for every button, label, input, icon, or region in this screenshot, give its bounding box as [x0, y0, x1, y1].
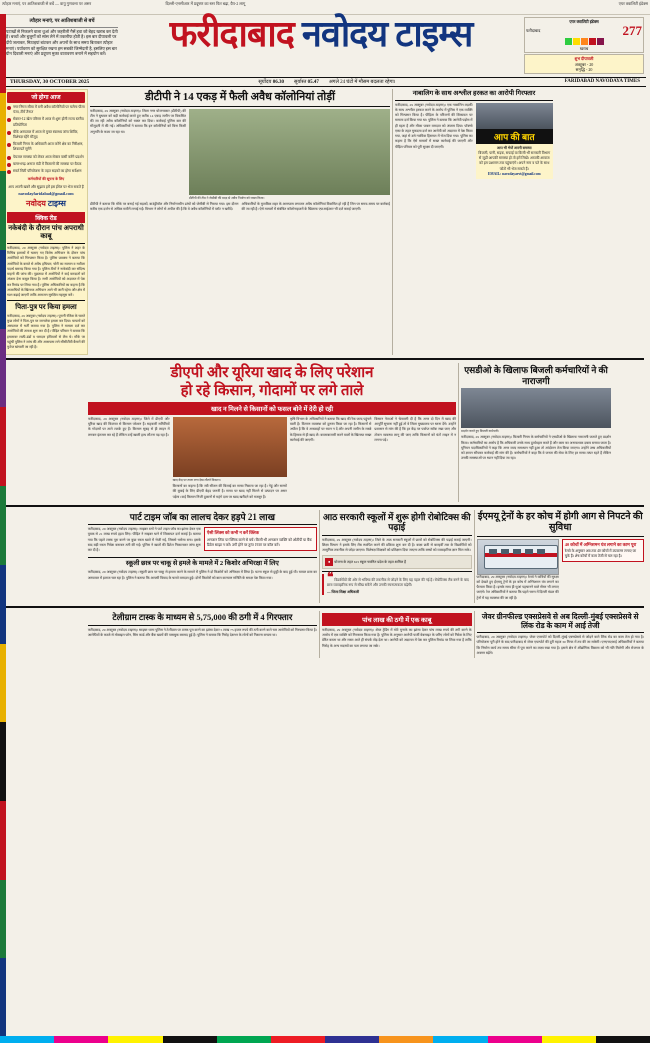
fertiliser-col-3: कृषि विभाग के अधिकारियों ने बताया कि खाद की रैक जल्द पहुंचने वाली है। वितरण व्यवस्था को दुरुस्त किया जा रहा है। किसानों से अपील है कि वे अफवाहों पर ध्यान न दें और अपनी जमीन के रकबे के हिसाब से ही खाद लें। कालाबाजारी करने वालों के खिलाफ सख्त कार्रवाई की जाएगी। — [289, 416, 372, 442]
cyber-fraud-body: फरीदाबाद, 29 अक्टूबर (नवोदय टाइम्स)। साइबर ठगों ने पार्ट टाइम जॉब का झांसा देकर एक युवक से 21 लाख रुपये हड़प लिए। पीड़ित ने साइबर थाने में शिकायत दर्ज कराई है। बताया गया कि पहले टास्क पूरा करने पर कुछ रकम खाते में भेजी गई, जिससे भरोसा बना। इसके बाद बड़ी रकम निवेश कराकर ठगी की गई। पुलिस ने खातों की डिटेल निकालकर जांच शुरू कर दी है। — [87, 527, 201, 553]
bullet-icon — [7, 156, 11, 160]
aapki-baat-title: आप की बात — [493, 131, 535, 142]
list-item[interactable] — [7, 105, 85, 115]
emu-train-body: फरीदाबाद, 29 अक्टूबर (नवोदय टाइम्स)। रेलवे ने यात्रियों की सुरक्षा को देखते हुए ईएमयू ट्रेनों के हर कोच में अग्निशमन यंत्र लगाने का फैसला किया है। इसके साथ ही धुआं पहचानने वाले सेंसर भी लगाए जाएंगे। रेल अधिकारियों ने बताया कि पहले चरण में दिल्ली मंडल की ट्रेनों में यह व्यवस्था की जा रही है। — [476, 574, 559, 600]
sidebar-note-title: कर्मचारियों की सूचना के लिए — [27, 177, 65, 182]
power-story-caption: प्रदर्शन करते हुए बिजली कर्मचारी। — [461, 429, 500, 434]
second-block — [0, 363, 650, 501]
jewar-link-road-body: फरीदाबाद, 29 अक्टूबर (नवोदय टाइम्स)। जेवर एयरपोर्ट को दिल्ली-मुंबई एक्सप्रेसवे से जोड़ने वाले लिंक रोड का काम तेज हो गया है। परियोजना पूरी होने के बाद फरीदाबाद से जेवर एयरपोर्ट की दूरी महज 30 मिनट में तय की जा सकेगी। एनएचएआई अधिकारियों ने बताया कि निर्माण कार्य तय समय सीमा में पूरा करने का लक्ष्य रखा गया है। इससे क्षेत्र में औद्योगिक विकास को भी गति मिलेगी और रोजगार के अवसर बढ़ेंगे। — [476, 635, 644, 655]
telegram-fraud-headline: टेलीग्राम टास्क के माध्यम से 5,75,000 की ठगी में 4 गिरफ्तार — [112, 611, 293, 622]
emu-train-info-text: रेलवे के अनुसार अब तक 40 कोचों में उपकरण लगाए जा चुके हैं। शेष कोचों में काम तेजी से चल रहा है। — [564, 549, 637, 559]
robotics-quote — [322, 570, 472, 595]
sunset-time: 05.47 — [307, 79, 319, 85]
list-item-label: पेयजल समस्या को लेकर आज सेक्टर वासी करेंगे प्रदर्शन — [13, 154, 84, 159]
paper-name-en: FARIDABAD NAVODAYA TIMES — [564, 79, 640, 85]
sidebar-today — [4, 89, 88, 356]
list-item[interactable] — [7, 162, 85, 167]
list-item-label: बीके अस्पताल में आज से मुफ्त स्वास्थ्य जांच शिविर, विशेषज्ञ रहेंगे मौजूद — [13, 129, 79, 139]
bullet-icon — [7, 106, 11, 110]
knife-attack-headline: स्कूली छात्र पर चाकू से हमले के मामले में 2 किशोर अभिरक्षा में लिए — [125, 560, 279, 568]
aapki-baat-box — [476, 103, 554, 144]
aqi-value: 277 — [622, 23, 642, 39]
list-item-label: बिजली निगम के अधिकारी आज करेंगे क्षेत्र का निरीक्षण, शिकायतें सुनेंगे — [13, 142, 84, 152]
quick-read-label: क्विक रीड — [7, 212, 85, 223]
second-story-headline: नाबालिग के साथ अश्लील हरकत का आरोपी गिरफ्तार — [412, 89, 536, 97]
second-story-body: फरीदाबाद, 29 अक्टूबर (नवोदय टाइम्स)। एक नाबालिग लड़की के साथ अश्लील हरकत करने के आरोप में पुलिस ने एक व्यक्ति को गिरफ्तार किया है। पीड़िता के परिजनों की शिकायत पर मामला दर्ज किया गया था। पुलिस ने बताया कि आरोपी पड़ोस में ही रहता है और मौका पाकर वारदात को अंजाम दिया। पॉक्सो एक्ट के तहत मुकदमा दर्ज कर आरोपी को अदालत में पेश किया गया, जहां से उसे न्यायिक हिरासत में भेज दिया गया। पुलिस का कहना है कि ऐसे मामलों में सख्त कार्रवाई की जाएगी और पीड़ित परिवार को पूरी सुरक्षा दी जाएगी। — [395, 102, 473, 149]
lead-headline: डीटीपी ने 14 एकड़ में फैली अवैध कॉलोनियां तोड़ीं — [144, 90, 336, 103]
bullet-icon — [7, 170, 11, 174]
sunrise-time: 06.30 — [272, 79, 284, 85]
bullet-icon — [7, 131, 11, 135]
fertiliser-col-4: किसान नेताओं ने चेतावनी दी है कि अगर दो दिन में खाद की आपूर्ति सुचारू नहीं हुई तो वे जिला मुख्यालय पर धरना देंगे। उन्होंने प्रशासन से मांग की है कि हर केंद्र पर पर्याप्त स्टॉक रखा जाए और टोकन व्यवस्था लागू की जाए ताकि किसानों को घंटों लाइन में न लगना पड़े। — [374, 416, 457, 442]
robotics-body: फरीदाबाद, 29 अक्टूबर (नवोदय टाइम्स)। जिले के आठ सरकारी स्कूलों में छात्रों को रोबोटिक्स की पढ़ाई कराई जाएगी। शिक्षा विभाग ने इसके लिए लैब स्थापित करने की प्रक्रिया शुरू कर दी है। कक्षा छठी से बारहवीं तक के विद्यार्थियों को आधुनिक तकनीक से जोड़ा जाएगा। विशेषज्ञ शिक्षकों को प्रशिक्षण दिया जाएगा ताकि बच्चों को व्यावहारिक ज्ञान मिल सके। — [322, 537, 472, 553]
fourth-block — [0, 611, 650, 658]
list-item[interactable] — [7, 169, 85, 174]
fertiliser-kicker: खाद न मिलने से किसानों को फसल बोने में देरी हो रही — [88, 402, 456, 415]
aapki-baat-photo — [476, 103, 554, 129]
quick-read-headline: नकेबंदी के दौरान पांच अपराधी काबू — [8, 224, 84, 241]
cyber-fraud-tip-head: ऐसी लिंक्स को कभी न करें क्लिक — [206, 530, 260, 536]
aapki-baat-email[interactable]: EMAIL: navodayaevt@gmail.com — [487, 171, 541, 176]
list-item[interactable] — [7, 142, 85, 152]
paper-title — [122, 14, 520, 54]
masthead-aqi-block — [524, 17, 644, 75]
fertiliser-photo-caption: खाद केंद्र पर ताला लगा देख लौटते किसान। — [172, 477, 221, 482]
publication-date: THURSDAY, 30 OCTOBER 2025 — [10, 78, 90, 85]
sidebar-email[interactable]: navodayfaridabad@gmail.com — [18, 190, 74, 196]
masthead-editorial — [6, 17, 118, 57]
masthead — [0, 15, 650, 75]
sidebar-logo — [7, 198, 85, 209]
bullet-icon — [7, 163, 11, 167]
masthead-editorial-text: पटाखों से निकलने वाला धुआं और जहरीली गैसें हवा को बेहद खराब कर देती हैं। बच्चों और बुजुर्गों को सांस लेने में तकलीफ होती है। इस बार दीपावली पर दीये जलाकर, मिठाइयां बांटकर और अपनों के साथ समय बिताकर त्योहार मनाएं। पर्यावरण को सुरक्षित रखना हम सबकी जिम्मेदारी है, इसलिए इस बार ग्रीन दिवाली मनाएं और प्रदूषण मुक्त वातावरण बनाने में सहयोग करें। — [6, 28, 118, 57]
promo-line-3: समृद्धि - 20 — [575, 66, 593, 72]
fertiliser-photo — [173, 417, 287, 477]
robotics-headline: आठ सरकारी स्कूलों में शुरू होगी रोबोटिक्स की पढ़ाई — [322, 511, 471, 533]
third-block — [0, 510, 650, 603]
power-story-body: फरीदाबाद, 29 अक्टूबर (नवोदय टाइम्स)। बिजली निगम के कर्मचारियों ने एसडीओ के खिलाफ नाराजगी जताते हुए प्रदर्शन किया। कर्मचारियों का आरोप है कि अधिकारी उनके साथ दुर्व्यवहार करते हैं और काम का अनावश्यक दबाव बनाया जाता है। यूनियन पदाधिकारियों ने कहा कि अगर जल्द समाधान नहीं हुआ तो आंदोलन तेज किया जाएगा। उन्होंने उच्च अधिकारियों को ज्ञापन सौंपकर कार्रवाई की मांग की है। कर्मचारियों ने कहा कि वे जनता की सेवा के लिए हर समय तत्पर रहते हैं लेकिन उनकी समस्याओं पर ध्यान नहीं दिया जा रहा। — [461, 435, 611, 461]
sidebar-note-text: आप अपनी खबरें और सुझाव हमें इस ईमेल पर भेज सकते हैं — [8, 185, 84, 190]
robotics-quote-author: — जिला शिक्षा अधिकारी — [327, 589, 360, 594]
promo-line-1: शुभ दीपावली — [574, 56, 594, 62]
sunset-label: सूर्यास्त — [293, 79, 307, 85]
aapki-baat-text: बिजली, पानी, सड़क, सफाई या किसी भी सरकारी विभाग से जुड़ी आपकी समस्या हो तो हमें लिखें। आपकी आवाज को हम प्रशासन तक पहुंचाएंगे। अपने नाम व पते के साथ फोटो भी भेज सकते हैं। — [478, 150, 551, 171]
power-story-photo — [461, 388, 611, 428]
bullet-icon — [7, 118, 11, 122]
top-strip — [0, 0, 650, 15]
train-body — [484, 545, 558, 569]
sidebar-logo-2: टाइम्स — [47, 199, 66, 209]
robotics-badge-label: ● — [325, 558, 333, 566]
fertiliser-col-1: फरीदाबाद, 29 अक्टूबर (नवोदय टाइम्स)। जिले में डीएपी और यूरिया खाद की किल्लत से किसान परेशान हैं। सहकारी समितियों के गोदामों पर ताले लटके हुए हैं। किसान सुबह से ही लाइन में लगकर इंतजार कर रहे हैं लेकिन उन्हें खाली हाथ लौटना पड़ रहा है। — [88, 416, 170, 437]
list-item[interactable] — [7, 130, 85, 140]
aqi-city: फरीदाबाद — [526, 28, 541, 34]
aqi-scale — [526, 38, 642, 45]
emu-train-infobox — [562, 539, 644, 563]
fertiliser-col-2: किसानों का कहना है कि रबी सीजन की बिजाई का समय निकला जा रहा है। गेहूं और सरसों की बुवाई के लिए डीएपी बेहद जरूरी है। समय पर खाद नहीं मिलने से उत्पादन पर असर पड़ेगा। कई किसान निजी दुकानों से महंगे दाम पर खाद खरीदने को मजबूर हैं। — [172, 484, 287, 499]
left-colour-bar — [0, 14, 6, 1036]
masthead-title-block — [118, 14, 524, 54]
emu-train-info-head: 40 कोचों में अग्निशमन यंत्र लगाने का काम पूरा — [564, 541, 637, 547]
list-item-label: नगर निगम सीमा में बनी अवैध कॉलोनियों पर चलेगा पीला पंजा, टीमें तैनात — [13, 104, 85, 115]
emu-train-headline: ईएमयू ट्रेनों के हर कोच में होगी आग से निपटने की सुविधा — [477, 511, 643, 533]
aapki-baat-sub: आप भी भेजें अपनी समस्या — [496, 145, 532, 150]
robotics-quote-text: विद्यार्थियों की ओर से भविष्य की तकनीक से जोड़ने के लिए यह पहल की गई है। रोबोटिक्स लैब बनने के बाद छात्र व्यावहारिक रूप से सीख सकेंगे और उनकी रचनात्मकता बढ़ेगी। — [327, 578, 469, 588]
top-strip-right: एयर क्वालिटी इंडेक्स — [618, 1, 648, 6]
date-bar — [4, 77, 646, 87]
telegram-fraud-body: फरीदाबाद, 29 अक्टूबर (नवोदय टाइम्स)। साइबर थाना पुलिस ने टेलीग्राम पर टास्क पूरा करने का झांसा देकर 5 लाख 75 हजार रुपये की ठगी करने वाले चार आरोपियों को गिरफ्तार किया है। आरोपियों के कब्जे से मोबाइल फोन, सिम कार्ड और बैंक खातों की पासबुक बरामद हुई है। पुलिस ने बताया कि गिरोह देशभर के लोगों को निशाना बनाता था। — [87, 627, 317, 637]
train-illustration — [477, 539, 559, 575]
quick-read-headline-2: पिता-पुत्र पर किया हमला — [15, 303, 77, 312]
jewar-link-road-headline: जेवर ग्रीनफील्ड एक्सप्रेसवे से अब दिल्ली-मुंबई एक्सप्रेसवे से लिंक रोड के काम में आई तेजी — [481, 611, 639, 630]
fertiliser-headline-1: डीएपी और यूरिया खाद के लिए परेशान — [170, 365, 374, 382]
aqi-status: खराब — [579, 46, 589, 52]
lead-block — [0, 89, 650, 356]
aapki-baat-body-box — [476, 144, 554, 179]
cmyk-registration-bar — [0, 1036, 650, 1043]
robotics-badge-text: योजना के तहत 615 स्कूल चयनित प्रदेश के तहत शामिल हैं — [334, 560, 407, 565]
quick-read-body-2: फरीदाबाद, 29 अक्टूबर (नवोदय टाइम्स)। पुरानी रंजिश के चलते कुछ लोगों ने पिता-पुत्र पर जानलेवा हमला कर दिया। घायलों को अस्पताल में भर्ती कराया गया है। पुलिस ने मामला दर्ज कर आरोपियों की तलाश शुरू कर दी है। पीड़ित परिवार ने बताया कि हमलावर लाठी-डंडों व धारदार हथियारों से लैस थे। मौके पर पहुंची पुलिस ने जांच की और आसपास लगे सीसीटीवी कैमरों की फुटेज खंगाली जा रही है। — [7, 313, 85, 350]
top-strip-mid: दिल्ली-एनसीआर में प्रदूषण का स्तर फिर बढ़ा, ग्रैप-2 लागू — [165, 1, 246, 6]
fertiliser-headline-2: हो रहे किसान, गोदामों पर लगे ताले — [180, 382, 364, 399]
cyber-fraud-tipbox — [204, 527, 317, 551]
lead-body-2: डीटीपी ने बताया कि मौके पर बनाई गई सड़कों, बाउंड्रीवॉल और निर्माणाधीन ढांचों को जेसीबी से गिराया गया। इस दौरान करीब एक दर्जन से अधिक मशीनें लगाई गईं। विभाग ने लोगों से अपील की है कि वे अवैध कॉलोनियों में प्लॉट न खरीदें। — [90, 201, 239, 211]
list-item[interactable] — [7, 155, 85, 160]
sidebar-logo-1: नवोदय — [26, 199, 46, 209]
promo-box — [524, 54, 644, 74]
five-lakh-body: फरीदाबाद, 29 अक्टूबर (नवोदय टाइम्स)। शेयर ट्रेडिंग में मोटे मुनाफे का झांसा देकर पांच लाख रुपये की ठगी करने के आरोप में एक व्यक्ति को गिरफ्तार किया गया है। पुलिस के अनुसार आरोपी फर्जी वेबसाइट के जरिए लोगों को निवेश के लिए प्रेरित करता था और रकम आते ही संपर्क तोड़ देता था। आरोपी को अदालत में पेश कर पुलिस रिमांड पर लिया गया है ताकि गिरोह के अन्य सदस्यों का पता लगाया जा सके। — [322, 627, 472, 648]
list-item-label: सेक्टर-12 खेल परिसर में आज से शुरू होगी राज्य स्तरीय प्रतियोगिता — [13, 117, 84, 127]
top-strip-left: त्योहार मनाएं, पर आतिशबाजी से बचें — वायु गुणवत्ता पर असर — [2, 1, 92, 6]
quote-icon: ❝ — [327, 570, 334, 585]
five-lakh-kicker: पांच लाख की ठगी में एक काबू — [322, 613, 472, 626]
sidebar-title: जो होगा आज — [7, 92, 85, 103]
sidebar-list — [7, 105, 85, 174]
cyber-fraud-headline: पार्ट टाइम जॉब का लालच देकर हड़पे 21 लाख — [129, 511, 275, 522]
lead-body-1: फरीदाबाद, 29 अक्टूबर (नवोदय टाइम्स)। जिला नगर योजनाकार (डीटीपी) की टीम ने बुधवार को बड़ी कार्रवाई करते हुए करीब 14 एकड़ जमीन पर विकसित की जा रही अवैध कॉलोनियों को ध्वस्त कर दिया। कार्रवाई पुलिस बल की मौजूदगी में की गई। अधिकारियों ने बताया कि इन कॉलोनियों को बिना किसी अनुमति के काटा जा रहा था। — [90, 108, 186, 134]
lead-photo-caption: डीटीपी की टीम ने जेसीबी की मदद से अवैध निर्माण को ध्वस्त किया। — [189, 195, 265, 200]
list-item[interactable] — [7, 117, 85, 127]
aqi-box — [524, 17, 644, 53]
aqi-label: एयर क्वालिटी इंडेक्स — [569, 19, 599, 24]
robotics-badge — [322, 555, 472, 569]
paper-title-main: फरीदाबाद — [169, 14, 294, 54]
bullet-icon — [7, 143, 11, 147]
quick-read-body: फरीदाबाद, 29 अक्टूबर (नवोदय टाइम्स)। पुलिस ने शहर के विभिन्न इलाकों में चलाए गए विशेष अभियान के दौरान पांच आरोपियों को गिरफ्तार किया है। पुलिस प्रवक्ता ने बताया कि आरोपियों के कब्जे से अवैध हथियार, चोरी का सामान व नशीला पदार्थ बरामद किया गया है। पुलिस टीमों ने नाकेबंदी कर संदिग्ध वाहनों की जांच की। पूछताछ में आरोपियों ने कई वारदातों को अंजाम देना कबूल किया है। सभी आरोपियों को अदालत में पेश कर रिमांड पर लिया गया है। पुलिस अधिकारियों का कहना है कि अपराधियों के खिलाफ अभियान आगे भी जारी रहेगा और क्षेत्र में गश्त बढ़ाई जाएगी ताकि आमजन सुरक्षित महसूस करें। — [7, 245, 85, 298]
list-item-label: स्मार्ट सिटी परियोजना के तहत सड़कों का होगा सर्वेक्षण — [13, 168, 82, 173]
power-story-headline: एसडीओ के खिलाफ बिजली कर्मचारियों ने की नाराजगी — [464, 365, 608, 386]
weather-ticker: अगले 24 घंटों में मौसम बदलता रहेगा। — [328, 79, 396, 85]
promo-line-2: अक्टूबर - 20 — [574, 61, 594, 67]
cyber-fraud-tip-text: अनजान लिंक पर क्लिक करने से बचें। किसी भी अनजान व्यक्ति को ओटीपी या बैंक डिटेल साझा न करें। ठगी होने पर तुरंत 1930 पर कॉल करें। — [206, 537, 312, 547]
knife-attack-body: फरीदाबाद, 29 अक्टूबर (नवोदय टाइम्स)। स्कूली छात्र पर चाकू से हमला करने के मामले में पुलिस ने दो किशोरों को अभिरक्षा में लिया है। घटना स्कूल से छुट्टी के बाद हुई थी। घायल छात्र का अस्पताल में इलाज चल रहा है। पुलिस ने बताया कि आपसी विवाद के चलते वारदात हुई। दोनों किशोरों को बाल कल्याण समिति के समक्ष पेश किया गया। — [87, 570, 317, 580]
list-item-label: बल्लभगढ़ अनाज मंडी में किसानों की समस्या पर बैठक — [13, 161, 82, 166]
lead-photo — [189, 109, 390, 195]
lead-body-3: अधिकारियों के मुताबिक शहर के आसपास लगातार अवैध कॉलोनियां विकसित हो रही हैं जिन पर समय-समय पर कार्रवाई की जा रही है। ऐसे मामलों में संबंधित कॉलोनाइजरों के खिलाफ एफआईआर भी दर्ज कराई जाएगी। — [241, 201, 390, 211]
masthead-editorial-head: त्यौहार मनाएं, पर आतिशबाजी से बचें — [6, 19, 118, 28]
sunrise-label: सूर्योदय — [258, 79, 272, 85]
paper-title-sub: नवोदय — [301, 14, 388, 54]
paper-title-sub2: टाइम्स — [395, 14, 473, 54]
